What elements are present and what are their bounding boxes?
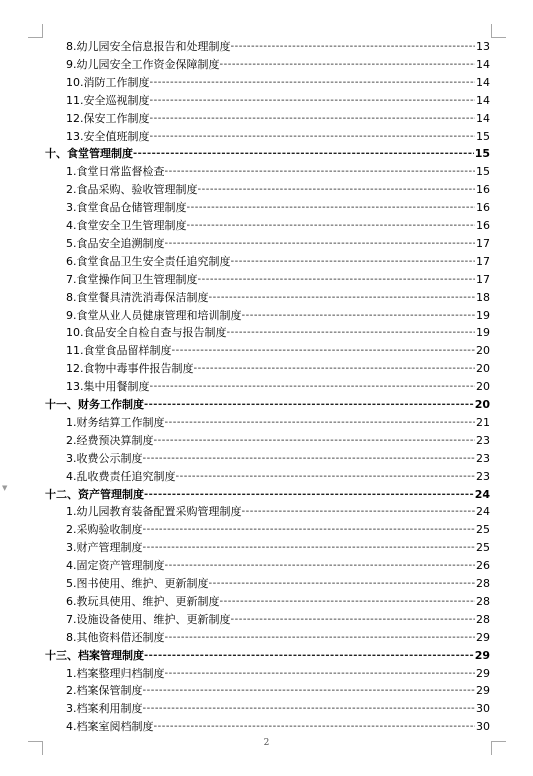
toc-entry[interactable]	[66, 665, 490, 682]
toc-entry-page: 25	[476, 523, 490, 537]
toc-entry[interactable]	[66, 718, 490, 735]
dot-leader	[187, 217, 476, 234]
toc-entry[interactable]	[66, 700, 490, 717]
dot-leader	[143, 539, 476, 556]
toc-entry-title: 12.食物中毒事件报告制度	[66, 362, 194, 376]
toc-entry-title: 8.其他资料借还制度	[66, 630, 165, 644]
toc-entry[interactable]	[66, 289, 490, 306]
toc-entry-title: 11.安全巡视制度	[66, 93, 150, 107]
toc-entry[interactable]	[66, 324, 490, 341]
dot-leader	[165, 629, 476, 646]
toc-entry[interactable]	[66, 92, 490, 109]
toc-entry[interactable]	[66, 110, 490, 127]
dot-leader	[150, 110, 476, 127]
toc-entry-title: 3.收费公示制度	[66, 451, 143, 465]
dot-leader	[242, 503, 476, 520]
toc-entry[interactable]	[66, 360, 490, 377]
dot-leader	[150, 74, 476, 91]
toc-entry-page: 14	[476, 93, 490, 107]
dot-leader	[209, 289, 476, 306]
toc-entry[interactable]	[66, 539, 490, 556]
dot-leader	[242, 307, 476, 324]
toc-entry[interactable]	[66, 181, 490, 198]
toc-heading[interactable]	[45, 647, 490, 664]
toc-entry-title: 8.食堂餐具清洗消毒保洁制度	[66, 290, 209, 304]
toc-entry[interactable]	[66, 432, 490, 449]
toc-entry-page: 16	[476, 183, 490, 197]
toc-entry-page: 25	[476, 541, 490, 555]
toc-entry-title: 1.幼儿园教育装备配置采购管理制度	[66, 505, 242, 519]
toc-entry-title: 3.档案利用制度	[66, 702, 143, 716]
toc-entry-page: 23	[476, 433, 490, 447]
dot-leader	[231, 38, 476, 55]
toc-entry-title: 8.幼儿园安全信息报告和处理制度	[66, 40, 231, 53]
crop-mark	[491, 24, 492, 38]
toc-entry[interactable]	[66, 629, 490, 646]
dot-leader	[194, 360, 476, 377]
dot-leader	[144, 647, 474, 664]
toc-entry-title: 1.食堂日常监督检查	[66, 165, 165, 179]
toc-entry[interactable]	[66, 253, 490, 270]
toc-entry[interactable]	[66, 593, 490, 610]
toc-entry-page: 24	[474, 487, 490, 501]
toc-entry-page: 19	[476, 308, 490, 322]
toc-entry-title: 7.设施设备使用、维护、更新制度	[66, 612, 231, 626]
dot-leader	[209, 575, 476, 592]
toc-entry-page: 23	[476, 469, 490, 483]
toc-entry-title: 10.食品安全自检自查与报告制度	[66, 326, 227, 340]
toc-entry-page: 24	[476, 505, 490, 519]
toc-entry[interactable]	[66, 503, 490, 520]
toc-entry-title: 4.固定资产管理制度	[66, 559, 165, 573]
toc-entry-page: 20	[474, 398, 490, 411]
dot-leader	[227, 324, 476, 341]
dot-leader	[165, 163, 476, 180]
toc-entry-title: 1.档案整理归档制度	[66, 666, 165, 680]
toc-entry-title: 3.财产管理制度	[66, 541, 143, 555]
toc-entry-page: 15	[476, 165, 490, 179]
toc-entry-title: 十二、资产管理制度	[45, 487, 144, 501]
toc-entry-page: 30	[476, 720, 490, 734]
dot-leader	[165, 665, 476, 682]
toc-entry-title: 2.食品采购、验收管理制度	[66, 183, 198, 197]
toc-entry[interactable]	[66, 163, 490, 180]
dot-leader	[231, 611, 476, 628]
dot-leader	[154, 432, 476, 449]
toc-entry-title: 6.食堂食品卫生安全责任追究制度	[66, 254, 231, 268]
toc-entry-title: 十一、财务工作制度	[45, 398, 144, 411]
dot-leader	[220, 593, 476, 610]
toc-entry[interactable]	[66, 682, 490, 699]
toc-entry-title: 1.财务结算工作制度	[66, 415, 165, 429]
toc-entry[interactable]	[66, 128, 490, 145]
dot-leader	[144, 486, 474, 503]
toc-entry-title: 6.教玩具使用、维护、更新制度	[66, 594, 220, 608]
toc-entry-page: 20	[476, 344, 490, 358]
toc-entry-page: 15	[476, 129, 490, 143]
collapse-arrow-icon[interactable]: ▼	[2, 484, 8, 492]
toc-entry-page: 19	[476, 326, 490, 340]
toc-entry-page: 28	[476, 594, 490, 608]
toc-entry-page: 16	[476, 219, 490, 232]
toc-entry-title: 7.食堂操作间卫生管理制度	[66, 272, 198, 286]
dot-leader	[220, 56, 476, 73]
dot-leader	[143, 521, 476, 538]
toc-entry-title: 12.保安工作制度	[66, 111, 150, 125]
dot-leader	[176, 468, 476, 485]
toc-entry-page: 28	[476, 577, 490, 590]
toc-entry[interactable]	[66, 611, 490, 628]
toc-entry[interactable]	[66, 307, 490, 324]
toc-entry[interactable]	[66, 56, 490, 73]
toc-entry-title: 3.食堂食品仓储管理制度	[66, 201, 187, 215]
dot-leader	[165, 235, 476, 252]
dot-leader	[150, 92, 476, 109]
toc-entry-page: 14	[476, 111, 490, 125]
toc-entry-page: 29	[476, 666, 490, 680]
toc-entry-title: 2.采购验收制度	[66, 523, 143, 537]
toc-entry-page: 16	[476, 201, 490, 215]
dot-leader	[150, 128, 476, 145]
dot-leader	[198, 271, 476, 288]
crop-mark	[492, 37, 506, 38]
toc-entry[interactable]	[66, 235, 490, 252]
toc-entry-page: 17	[476, 272, 490, 286]
toc-entry-page: 14	[476, 57, 490, 71]
page-number: 2	[263, 738, 270, 748]
toc-entry-title: 4.乱收费责任追究制度	[66, 469, 176, 483]
dot-leader	[133, 145, 474, 162]
dot-leader	[187, 199, 476, 216]
dot-leader	[154, 718, 476, 735]
toc-entry-page: 30	[476, 702, 490, 716]
toc-entry[interactable]	[66, 575, 490, 592]
toc-entry-title: 2.经费预决算制度	[66, 433, 154, 447]
toc-entry[interactable]	[66, 217, 490, 234]
crop-mark	[42, 24, 43, 38]
toc-entry[interactable]	[66, 74, 490, 91]
toc-entry-page: 23	[476, 451, 490, 465]
toc-entry-page: 13	[476, 40, 490, 53]
toc-entry[interactable]	[66, 521, 490, 538]
toc-entry-title: 13.集中用餐制度	[66, 380, 150, 394]
toc-entry-title: 9.食堂从业人员健康管理和培训制度	[66, 308, 242, 322]
toc-entry-page: 20	[476, 380, 490, 394]
toc-entry-page: 26	[476, 559, 490, 573]
toc-entry-page: 17	[476, 254, 490, 268]
toc-entry[interactable]	[66, 199, 490, 216]
toc-entry[interactable]	[66, 378, 490, 395]
toc-entry[interactable]	[66, 342, 490, 359]
toc-entry[interactable]	[66, 38, 490, 55]
toc-entry-title: 11.食堂食品留样制度	[66, 344, 172, 358]
toc-entry-page: 14	[476, 75, 490, 89]
toc-heading[interactable]	[45, 396, 490, 413]
toc-entry-page: 20	[476, 362, 490, 376]
toc-entry-title: 十三、档案管理制度	[45, 648, 144, 662]
dot-leader	[150, 378, 476, 395]
toc-entry-title: 5.图书使用、维护、更新制度	[66, 577, 209, 590]
toc-heading[interactable]	[45, 145, 490, 162]
dot-leader	[143, 450, 476, 467]
toc-entry-title: 5.食品安全追溯制度	[66, 236, 165, 250]
toc-entry-title: 4.档案室阅档制度	[66, 720, 154, 734]
toc-entry[interactable]	[66, 557, 490, 574]
toc-entry[interactable]	[66, 271, 490, 288]
toc-entry[interactable]	[66, 414, 490, 431]
toc-entry-title: 10.消防工作制度	[66, 75, 150, 89]
toc-entry[interactable]	[66, 450, 490, 467]
toc-entry-page: 29	[476, 630, 490, 644]
toc-entry-page: 15	[474, 147, 490, 161]
toc-entry-title: 4.食堂安全卫生管理制度	[66, 219, 187, 232]
toc-entry-page: 18	[476, 290, 490, 304]
toc-entry-page: 17	[476, 236, 490, 250]
toc-entry-title: 9.幼儿园安全工作资金保障制度	[66, 57, 220, 71]
toc-entry-title: 2.档案保管制度	[66, 684, 143, 698]
toc-entry-title: 十、食堂管理制度	[45, 147, 133, 161]
toc-entry-page: 21	[476, 415, 490, 429]
dot-leader	[144, 396, 474, 413]
dot-leader	[172, 342, 476, 359]
dot-leader	[143, 682, 476, 699]
dot-leader	[231, 253, 476, 270]
dot-leader	[198, 181, 476, 198]
toc-entry-page: 29	[476, 684, 490, 698]
dot-leader	[165, 414, 476, 431]
toc-entry[interactable]	[66, 468, 490, 485]
toc-entry-title: 13.安全值班制度	[66, 129, 150, 143]
dot-leader	[165, 557, 476, 574]
crop-mark	[28, 37, 42, 38]
toc-entry-page: 29	[474, 648, 490, 662]
toc-entry-page: 28	[476, 612, 490, 626]
dot-leader	[143, 700, 476, 717]
toc-heading[interactable]	[45, 486, 490, 503]
